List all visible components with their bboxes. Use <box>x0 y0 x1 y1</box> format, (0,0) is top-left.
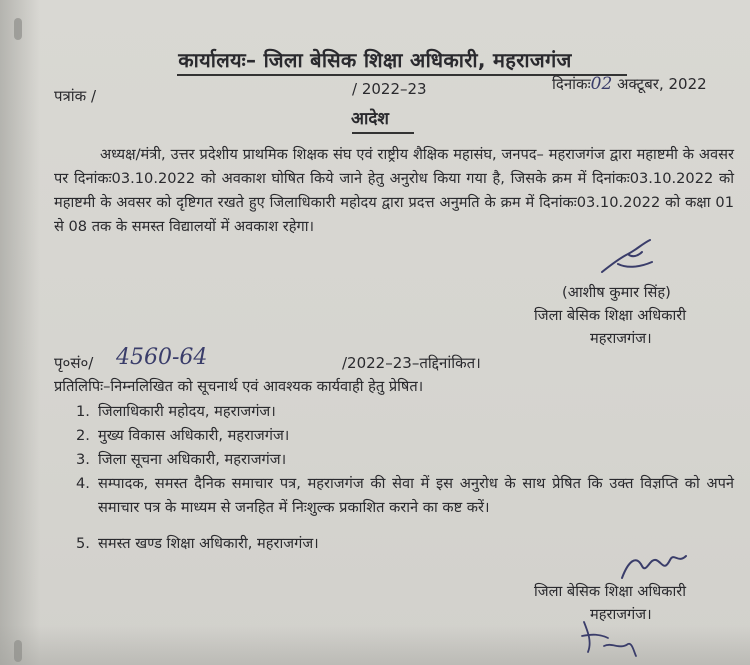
list-item <box>54 400 734 424</box>
endorsement-number-handwritten: 4560-64 <box>116 345 208 370</box>
list-item-text: मुख्य विकास अधिकारी, महराजगंज। <box>98 427 290 444</box>
list-item <box>54 424 734 448</box>
order-body <box>54 143 734 239</box>
list-item <box>54 448 734 472</box>
list-item-text: सम्पादक, समस्त दैनिक समाचार पत्र, महराजगंज की सेवा में इस अनुरोध के साथ प्रेषित कि उक्त विज्ञप्ति को अपने समाचार पत्र के माध्यम से जनहित में निःशुल्क प्रकाशित कराने का कष्ट करें। <box>98 475 734 516</box>
signature-scribble <box>598 234 668 280</box>
list-item-number: 5. <box>76 535 90 552</box>
list-item <box>54 472 734 520</box>
order-heading: आदेश <box>351 109 389 129</box>
list-item-text: जिला सूचना अधिकारी, महराजगंज। <box>98 451 287 468</box>
signatory-name: (आशीष कुमार सिंह) <box>562 284 671 301</box>
signatory-place: महराजगंज। <box>590 330 652 347</box>
punch-hole <box>14 18 22 40</box>
date-month-year: अक्टूबर, 2022 <box>617 75 707 93</box>
distribution-list <box>54 400 734 556</box>
copy-intro: प्रतिलिपिः–निम्नलिखित को सूचनार्थ एवं आवश्यक कार्यवाही हेतु प्रेषित। <box>54 378 424 395</box>
list-item-text: समस्त खण्ड शिक्षा अधिकारी, महराजगंज। <box>98 535 319 552</box>
list-item-number: 3. <box>76 451 90 468</box>
list-item-number: 2. <box>76 427 90 444</box>
list-item-number: 4. <box>76 475 90 492</box>
page-shadow <box>0 0 40 665</box>
session-year: / 2022–23 <box>352 80 427 98</box>
list-item-number: 1. <box>76 403 90 420</box>
date-line <box>552 74 707 94</box>
footer-designation: जिला बेसिक शिक्षा अधिकारी <box>534 583 686 600</box>
list-item-text: जिलाधिकारी महोदय, महराजगंज। <box>98 403 276 420</box>
punch-hole <box>14 640 22 662</box>
patrank-label: पत्रांक / <box>54 87 97 105</box>
heading-underline <box>352 132 414 134</box>
signatory-designation: जिला बेसिक शिक्षा अधिकारी <box>534 307 686 324</box>
order-paragraph: अध्यक्ष/मंत्री, उत्तर प्रदेशीय प्राथमिक शिक्षक संघ एवं राष्ट्रीय शैक्षिक महासंघ, जनपद– महराजगंज द्वारा महाष्टमी के अवसर पर दिनांकः03.10.2022 को अवकाश घोषित किये जाने हेतु अनुरोध किया गया है, जिसके क्रम में दिनांकः03.10.2022 को महाष्टमी के अवसर को दृष्टिगत रखते हुए जिलाधिकारी महोदय द्वारा प्रदत्त अनुमति के क्रम में दिनांकः03.10.2022 को कक्षा 01 से 08 तक के समस्त विद्यालयों में अवकाश रहेगा। <box>54 146 734 235</box>
date-day-handwritten: 02 <box>590 74 613 94</box>
date-label: दिनांकः <box>552 75 591 93</box>
footer-place: महराजगंज। <box>590 606 652 623</box>
endorsement-label: पृ०सं०/ <box>54 354 94 372</box>
initials-scribble <box>578 612 638 662</box>
office-title: कार्यालयः– जिला बेसिक शिक्षा अधिकारी, महराजगंज <box>178 48 572 72</box>
endorsement-suffix: /2022–23–तद्दिनांकित। <box>342 354 481 372</box>
